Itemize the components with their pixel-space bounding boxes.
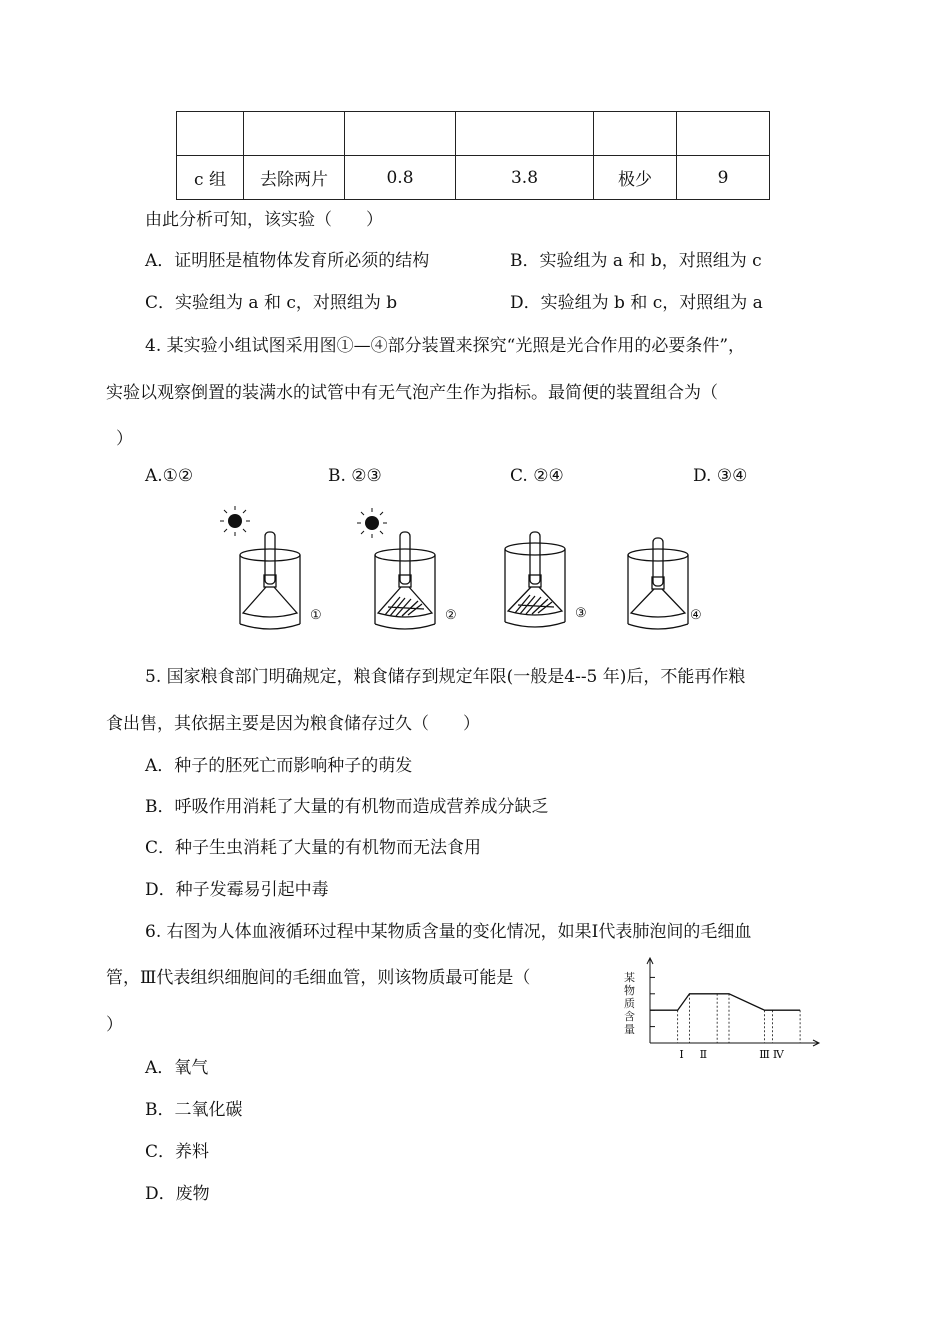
beaker-apparatus-3 [505,532,565,627]
apparatus-label: ② [445,608,457,623]
table-cell [244,112,345,156]
q6-option-d: D．废物 [145,1184,210,1204]
q6-line3: ） [106,1015,123,1035]
apparatus-figure [200,505,720,640]
q3-stem: 由此分析可知，该实验（ ） [145,210,383,230]
chart-x-label: Ⅱ [699,1048,708,1061]
chart-x-labels [679,1048,784,1061]
chart-ticks [650,977,655,1026]
table-cell: 极少 [594,156,677,200]
q5-option-a: A．种子的胚死亡而影响种子的萌发 [145,756,413,776]
q5-option-b: B．呼吸作用消耗了大量的有机物而造成营养成分缺乏 [145,797,549,817]
table-cell [345,112,456,156]
apparatus-label: ③ [575,606,587,621]
data-table [176,111,770,200]
chart-ylabel: 某物质含量 [624,971,635,1036]
table-cell: 3.8 [456,156,594,200]
table-cell: 0.8 [345,156,456,200]
q4-option-b: B. ②③ [328,466,382,486]
chart-axes [647,958,819,1046]
q4-option-a: A.①② [145,466,194,486]
q6-option-c: C．养料 [145,1142,210,1162]
q6-line2: 管，Ⅲ代表组织细胞间的毛细血管，则该物质最可能是（ [106,968,531,988]
q4-option-c: C. ②④ [510,466,564,486]
q3-option-a: A．证明胚是植物体发育所必须的结构 [145,251,430,271]
q6-line1: 6. 右图为人体血液循环过程中某物质含量的变化情况，如果Ⅰ代表肺泡间的毛细血 [145,922,752,942]
sun-icon [220,506,250,536]
q6-option-b: B．二氧化碳 [145,1100,243,1120]
table-cell: 9 [677,156,770,200]
chart-x-label: Ⅳ [772,1048,784,1061]
table-cell [177,112,244,156]
q5-option-c: C．种子生虫消耗了大量的有机物而无法食用 [145,838,482,858]
q6-option-a: A．氧气 [145,1058,209,1078]
q5-line1: 5. 国家粮食部门明确规定，粮食储存到规定年限(一般是4--5 年)后，不能再作粮 [145,667,746,687]
q3-option-d: D．实验组为 b 和 c，对照组为 a [510,293,763,313]
table-cell [594,112,677,156]
chart-x-label: Ⅲ [759,1048,770,1061]
chart-series-line [650,994,800,1010]
q4-line1: 4. 某实验小组试图采用图①—④部分装置来探究“光照是光合作用的必要条件”， [145,336,746,356]
table-cell: c 组 [177,156,244,200]
q5-line2: 食出售，其依据主要是因为粮食储存过久（ ） [106,714,480,734]
table-row [177,156,770,200]
chart-x-label: Ⅰ [679,1048,684,1061]
beaker-apparatus-1 [240,532,300,629]
substance-content-chart [618,953,828,1063]
apparatus-label: ④ [690,608,702,623]
q4-option-d: D. ③④ [693,466,748,486]
table-cell: 去除两片 [244,156,345,200]
table-row [177,112,770,156]
table-cell [677,112,770,156]
beaker-apparatus-4 [628,538,688,629]
q3-option-c: C．实验组为 a 和 c，对照组为 b [145,293,398,313]
q4-line2: 实验以观察倒置的装满水的试管中有无气泡产生作为指标。最简便的装置组合为（ [106,383,718,403]
chart-guides [678,994,800,1043]
q4-line3: ） [116,429,133,449]
beaker-apparatus-2 [375,532,435,629]
table-cell [456,112,594,156]
q3-option-b: B．实验组为 a 和 b，对照组为 c [510,251,762,271]
sun-icon [357,508,387,538]
q5-option-d: D．种子发霉易引起中毒 [145,880,329,900]
apparatus-label: ① [310,608,322,623]
